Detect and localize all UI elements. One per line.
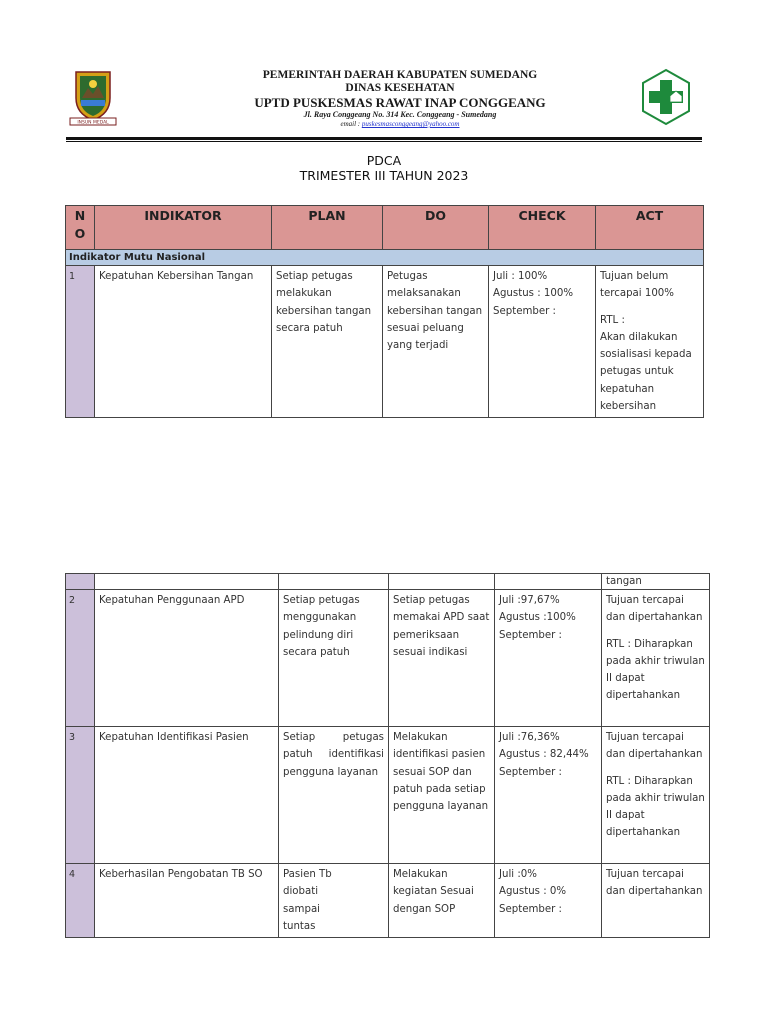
row-indikator: Kepatuhan Penggunaan APD [95,590,279,727]
check-september: September : [499,766,562,778]
row-check [495,574,602,590]
act-rtl-text: RTL : Diharapkan pada akhir triwulan II dapat dipertahankan [606,775,705,839]
act-spacer [606,627,705,636]
check-september: September : [499,629,562,641]
government-name: PEMERINTAH DAERAH KABUPATEN SUMEDANG [262,69,538,81]
check-september: September : [493,305,556,317]
act-result: Tujuan tercapai dan dipertahankan [606,595,703,624]
row-no: 3 [66,727,95,864]
check-juli: Juli :76,36% [499,732,560,743]
row-plan: Setiap petugas melakukan kebersihan tangan secara patuh [272,266,383,418]
letterhead-text [200,69,600,129]
row-check [495,727,602,864]
row-plan: Pasien Tb diobati sampai tuntas [279,864,389,938]
kabupaten-crest-icon [68,68,118,128]
table-row [66,864,710,938]
check-agustus: Agustus : 0% [499,886,567,898]
check-september: September : [499,903,562,915]
row-indikator: Keberhasilan Pengobatan TB SO [95,864,279,938]
header-plan: PLAN [272,206,383,250]
row-indikator [95,574,279,590]
address: Jl. Raya Conggeang No. 314 Kec. Conggeang - Sumedang [303,110,497,119]
pdca-table-part-1 [65,205,704,418]
letterhead [0,60,768,140]
row-indikator: Kepatuhan Kebersihan Tangan [95,266,272,418]
puskesmas-name: UPTD PUSKESMAS RAWAT INAP CONGGEANG [254,95,546,110]
department-name: DINAS KESEHATAN [345,82,455,94]
row-check [495,864,602,938]
row-check [489,266,596,418]
header-check: CHECK [489,206,596,250]
row-no: 4 [66,864,95,938]
row-plan [279,574,389,590]
header-indikator: INDIKATOR [95,206,272,250]
header-act: ACT [596,206,704,250]
email-label: email : [340,120,361,128]
check-agustus: Agustus :100% [499,612,576,624]
table-row [66,727,710,864]
row-do: Petugas melaksanakan kebersihan tangan sesuai peluang yang terjadi [383,266,489,418]
table-row [66,266,704,418]
row-check [495,590,602,727]
row-act [602,864,710,938]
header-do: DO [383,206,489,250]
pdca-table-part-2 [65,573,710,938]
row-no [66,574,95,590]
check-juli: Juli :97,67% [499,595,560,606]
act-spacer [600,303,699,312]
table-header-row [66,206,704,250]
email-link[interactable]: puskesmasconggeang@yahoo.com [361,120,460,128]
act-spacer [606,764,705,773]
header-no: N O [66,206,95,250]
row-do: Melakukan kegiatan Sesuai dengan SOP [389,864,495,938]
row-indikator: Kepatuhan Identifikasi Pasien [95,727,279,864]
check-juli: Juli : 100% [493,271,548,282]
crest-ribbon-text: INSUN MEDAL [77,120,109,126]
section-label: Indikator Mutu Nasional [66,250,704,266]
row-act [602,727,710,864]
row-do [389,574,495,590]
document-title [0,153,768,183]
email-line [200,120,600,129]
row-plan: Setiap petugas menggunakan pelindung diri secara patuh [279,590,389,727]
row-no: 2 [66,590,95,727]
act-rtl-text: Akan dilakukan sosialisasi kepada petugas untuk kepatuhan kebersihan [600,331,692,413]
row-do: Setiap petugas memakai APD saat pemeriksaan sesuai indikasi [389,590,495,727]
row-act [602,590,710,727]
check-agustus: Agustus : 100% [493,288,573,300]
title-line-2: TRIMESTER III TAHUN 2023 [299,168,469,183]
act-result: Tujuan tercapai dan dipertahankan [606,869,703,898]
check-juli: Juli :0% [499,869,537,880]
header-rule-thick [66,137,702,140]
row-no: 1 [66,266,95,418]
row-plan: Setiap petugas patuh identifikasi pengguna layanan [279,727,389,864]
check-agustus: Agustus : 82,44% [499,749,589,761]
act-rtl-text: RTL : Diharapkan pada akhir triwulan II dapat dipertahankan [606,638,705,702]
puskesmas-logo-icon [640,68,692,126]
row-act [596,266,704,418]
act-rtl-label: RTL : [600,314,625,326]
header-rule-thin [66,141,702,142]
row-act: tangan [602,574,710,590]
table-row [66,590,710,727]
act-result: Tujuan tercapai dan dipertahankan [606,732,703,761]
section-row [66,250,704,266]
act-result: Tujuan belum tercapai 100% [600,271,674,300]
row-do: Melakukan identifikasi pasien sesuai SOP dan patuh pada setiap pengguna layanan [389,727,495,864]
title-line-1: PDCA [366,153,402,168]
table-row-continuation [66,574,710,590]
